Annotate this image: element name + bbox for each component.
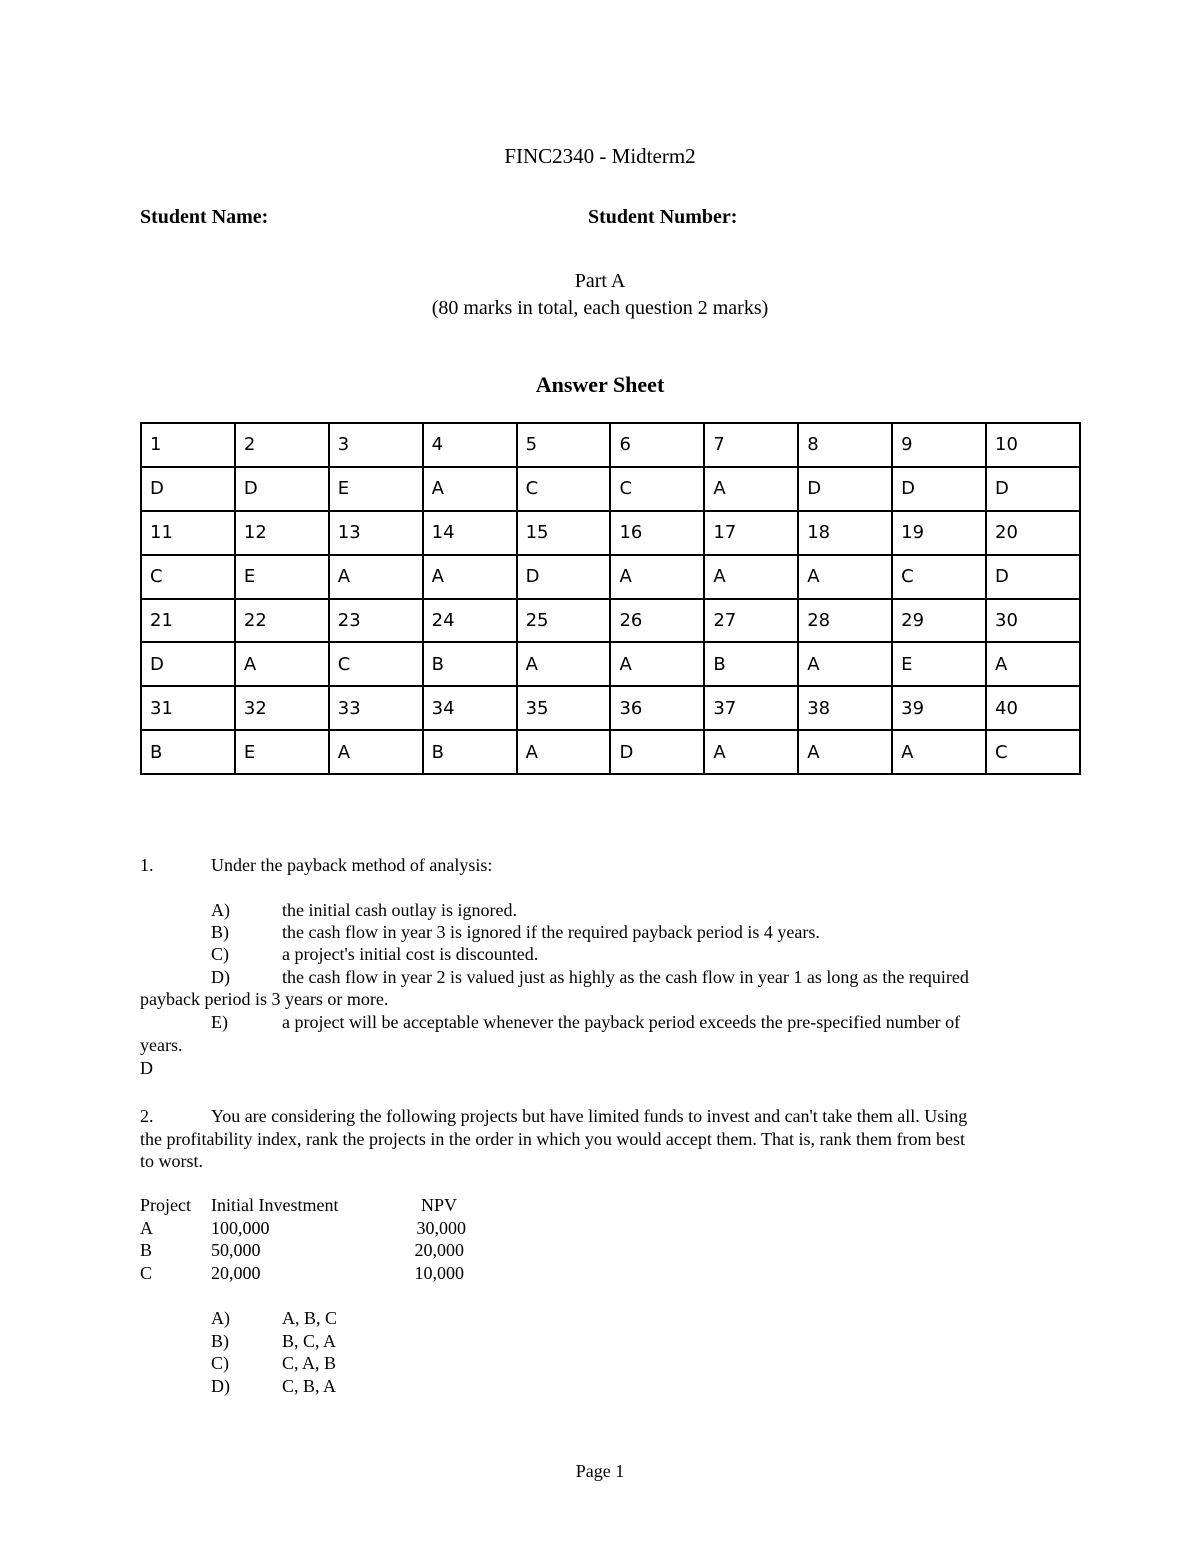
answer-cell: A xyxy=(517,642,611,686)
q1-option-letter: B) xyxy=(211,922,229,942)
answer-cell: A xyxy=(329,730,423,774)
answer-cell: A xyxy=(798,642,892,686)
answer-cell: D xyxy=(610,730,704,774)
question-number-cell: 24 xyxy=(423,599,517,643)
answer-cell: A xyxy=(517,730,611,774)
question-number-cell: 16 xyxy=(610,511,704,555)
answer-cell: D xyxy=(141,642,235,686)
answer-cell: A xyxy=(610,555,704,599)
q1-option-letter: A) xyxy=(211,900,230,920)
exam-title: FINC2340 - Midterm2 xyxy=(504,144,696,168)
question-number-cell: 30 xyxy=(986,599,1080,643)
q2-option-letter: D) xyxy=(211,1376,230,1396)
question-number-cell: 12 xyxy=(235,511,329,555)
q2-project-investment: 50,000 xyxy=(211,1240,261,1260)
answer-cell: D xyxy=(986,555,1080,599)
q2-col-project: Project xyxy=(140,1195,191,1215)
q2-col-npv: NPV xyxy=(421,1195,458,1215)
answer-cell: A xyxy=(704,555,798,599)
question-number-cell: 38 xyxy=(798,686,892,730)
answer-sheet-table xyxy=(140,422,1081,775)
question-number-cell: 32 xyxy=(235,686,329,730)
q1-option-text: a project's initial cost is discounted. xyxy=(282,944,539,964)
q2-project-name: B xyxy=(140,1240,153,1260)
question-number-cell: 14 xyxy=(423,511,517,555)
question-number-cell: 22 xyxy=(235,599,329,643)
answer-cell: C xyxy=(141,555,235,599)
question-number-cell: 19 xyxy=(892,511,986,555)
question-number-cell: 15 xyxy=(517,511,611,555)
q2-project-npv: 20,000 xyxy=(414,1240,464,1260)
question-number-cell: 8 xyxy=(798,423,892,467)
question-number-cell: 29 xyxy=(892,599,986,643)
q2-stem-line: to worst. xyxy=(140,1151,203,1171)
answer-cell: A xyxy=(704,467,798,511)
q2-option-text: C, A, B xyxy=(282,1353,337,1373)
answer-cell: B xyxy=(423,642,517,686)
question-number-cell: 10 xyxy=(986,423,1080,467)
answer-row xyxy=(141,555,1080,599)
question-number-cell: 17 xyxy=(704,511,798,555)
page-number: Page 1 xyxy=(575,1461,625,1481)
question-number-row xyxy=(141,511,1080,555)
q2-stem-line: You are considering the following projects but have limited funds to invest and can't take them all. Using xyxy=(211,1106,968,1126)
answer-cell: C xyxy=(517,467,611,511)
question-number-row xyxy=(141,599,1080,643)
answer-cell: E xyxy=(235,730,329,774)
q1-option-letter: E) xyxy=(211,1012,228,1032)
answer-cell: A xyxy=(798,730,892,774)
answer-cell: B xyxy=(704,642,798,686)
answer-cell: C xyxy=(610,467,704,511)
answer-cell: A xyxy=(423,555,517,599)
question-number-cell: 34 xyxy=(423,686,517,730)
question-number-cell: 23 xyxy=(329,599,423,643)
q1-option-continuation: payback period is 3 years or more. xyxy=(140,989,389,1009)
question-number-cell: 7 xyxy=(704,423,798,467)
student-number-label: Student Number: xyxy=(588,206,738,228)
q2-option-text: C, B, A xyxy=(282,1376,337,1396)
question-number-cell: 2 xyxy=(235,423,329,467)
q2-option-letter: B) xyxy=(211,1331,229,1351)
question-number-cell: 18 xyxy=(798,511,892,555)
question-number-cell: 13 xyxy=(329,511,423,555)
q1-option-letter: C) xyxy=(211,944,229,964)
question-number-cell: 27 xyxy=(704,599,798,643)
answer-row xyxy=(141,730,1080,774)
question-number-cell: 21 xyxy=(141,599,235,643)
q2-option-text: B, C, A xyxy=(282,1331,337,1351)
q2-stem-line: the profitability index, rank the projects in the order in which you would accept them. That is, rank them from best xyxy=(140,1129,965,1149)
student-name-label: Student Name: xyxy=(140,206,269,228)
answer-cell: A xyxy=(610,642,704,686)
answer-cell: A xyxy=(704,730,798,774)
question-number-cell: 5 xyxy=(517,423,611,467)
answer-cell: C xyxy=(892,555,986,599)
question-number-row xyxy=(141,686,1080,730)
q2-col-investment: Initial Investment xyxy=(211,1195,339,1215)
question-number-cell: 9 xyxy=(892,423,986,467)
q2-option-letter: C) xyxy=(211,1353,229,1373)
question-number-cell: 33 xyxy=(329,686,423,730)
q1-answer: D xyxy=(140,1058,153,1078)
q2-project-investment: 20,000 xyxy=(211,1263,261,1283)
answer-cell: A xyxy=(329,555,423,599)
question-number-cell: 37 xyxy=(704,686,798,730)
answer-cell: A xyxy=(892,730,986,774)
q1-option-text: the cash flow in year 3 is ignored if the required payback period is 4 years. xyxy=(282,922,820,942)
question-number-cell: 35 xyxy=(517,686,611,730)
q1-option-text: the cash flow in year 2 is valued just as highly as the cash flow in year 1 as long as the required xyxy=(282,967,969,987)
answer-cell: C xyxy=(986,730,1080,774)
answer-cell: D xyxy=(986,467,1080,511)
question-number-cell: 25 xyxy=(517,599,611,643)
q1-option-text: the initial cash outlay is ignored. xyxy=(282,900,517,920)
question-number-cell: 39 xyxy=(892,686,986,730)
q2-project-investment: 100,000 xyxy=(211,1218,270,1238)
q2-project-name: C xyxy=(140,1263,153,1283)
question-number-cell: 20 xyxy=(986,511,1080,555)
q1-option-continuation: years. xyxy=(140,1035,183,1055)
question-number-row xyxy=(141,423,1080,467)
question-number-cell: 3 xyxy=(329,423,423,467)
answer-cell: D xyxy=(892,467,986,511)
answer-cell: D xyxy=(235,467,329,511)
marks-note: (80 marks in total, each question 2 marks) xyxy=(431,297,769,319)
answer-cell: E xyxy=(892,642,986,686)
q2-option-letter: A) xyxy=(211,1308,230,1328)
answer-cell: D xyxy=(141,467,235,511)
q1-number: 1. xyxy=(140,855,154,875)
answer-sheet-title: Answer Sheet xyxy=(535,372,665,397)
answer-cell: B xyxy=(423,730,517,774)
answer-cell: B xyxy=(141,730,235,774)
q1-option-text: a project will be acceptable whenever the payback period exceeds the pre-specified number of xyxy=(282,1012,961,1032)
q2-option-text: A, B, C xyxy=(282,1308,338,1328)
q1-stem: Under the payback method of analysis: xyxy=(211,855,493,875)
answer-cell: D xyxy=(798,467,892,511)
answer-cell: E xyxy=(235,555,329,599)
answer-row xyxy=(141,467,1080,511)
q2-project-npv: 10,000 xyxy=(414,1263,464,1283)
answer-cell: A xyxy=(423,467,517,511)
question-number-cell: 4 xyxy=(423,423,517,467)
question-number-cell: 26 xyxy=(610,599,704,643)
question-number-cell: 40 xyxy=(986,686,1080,730)
question-number-cell: 1 xyxy=(141,423,235,467)
answer-cell: D xyxy=(517,555,611,599)
answer-cell: A xyxy=(798,555,892,599)
q1-option-letter: D) xyxy=(211,967,230,987)
question-number-cell: 31 xyxy=(141,686,235,730)
answer-cell: A xyxy=(986,642,1080,686)
part-heading: Part A xyxy=(574,270,626,292)
answer-cell: E xyxy=(329,467,423,511)
question-number-cell: 11 xyxy=(141,511,235,555)
answer-row xyxy=(141,642,1080,686)
answer-cell: C xyxy=(329,642,423,686)
question-number-cell: 28 xyxy=(798,599,892,643)
question-number-cell: 6 xyxy=(610,423,704,467)
question-number-cell: 36 xyxy=(610,686,704,730)
q2-number: 2. xyxy=(140,1106,154,1126)
q2-project-name: A xyxy=(140,1218,153,1238)
answer-cell: A xyxy=(235,642,329,686)
q2-project-npv: 30,000 xyxy=(416,1218,466,1238)
